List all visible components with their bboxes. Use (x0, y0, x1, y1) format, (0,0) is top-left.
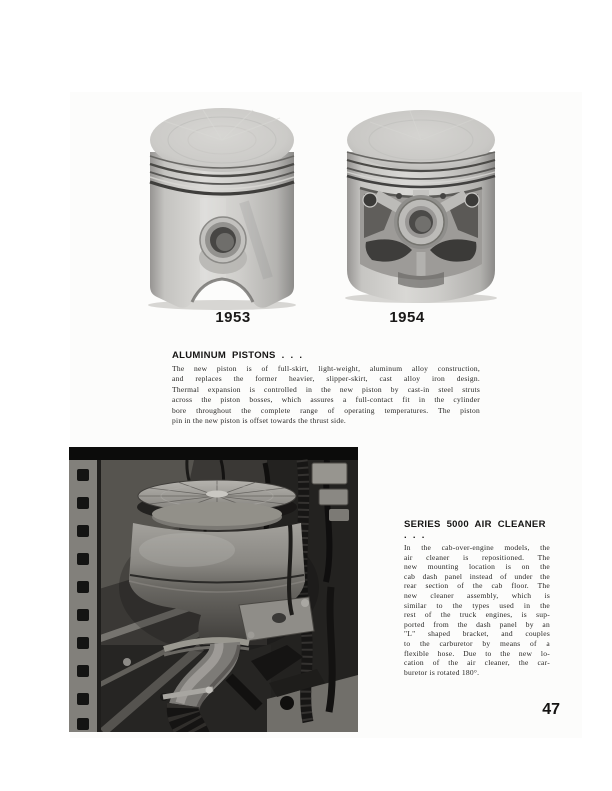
figure-caption-1954: 1954 (389, 309, 425, 326)
air-cleaner-section (404, 519, 550, 677)
aluminum-pistons-heading: ALUMINUM PISTONS . . . (172, 350, 303, 361)
aluminum-pistons-section (172, 350, 480, 426)
air-cleaner-photo (69, 447, 358, 732)
aluminum-pistons-body: The new piston is of full-skirt, light-weight, aluminum alloy construction, and replaces the former heavier, slipper-skirt, cast alloy iron design. Thermal expansion is controlled in the new piston by cast-in steel struts across the piston bosses, which assures a full-contact fit in the cylinder bore throughout the complete range of operating temperatures. The piston pin in the new piston is offset towards the thrust side. (172, 364, 480, 426)
air-cleaner-heading: SERIES 5000 AIR CLEANER . . . (404, 519, 546, 541)
figure-caption-1953: 1953 (215, 309, 251, 326)
piston-1954-photo (340, 102, 502, 305)
air-cleaner-body: In the cab-over-engine models, the air cleaner is repositioned. The new mounting location is on the cab dash panel instead of under the rear section of the cab floor. The new cleaner assembly, which is similar to the types used in the rest of the truck engines, is sup- ported from the dash panel by an "L" shaped bracket, and couples to the carburetor by means of a flexible hose. Due to the new lo- cation of the air cleaner, the car- buretor is rotated 180°. (404, 543, 550, 677)
page-number: 47 (542, 701, 560, 718)
piston-1953-photo (142, 100, 302, 312)
